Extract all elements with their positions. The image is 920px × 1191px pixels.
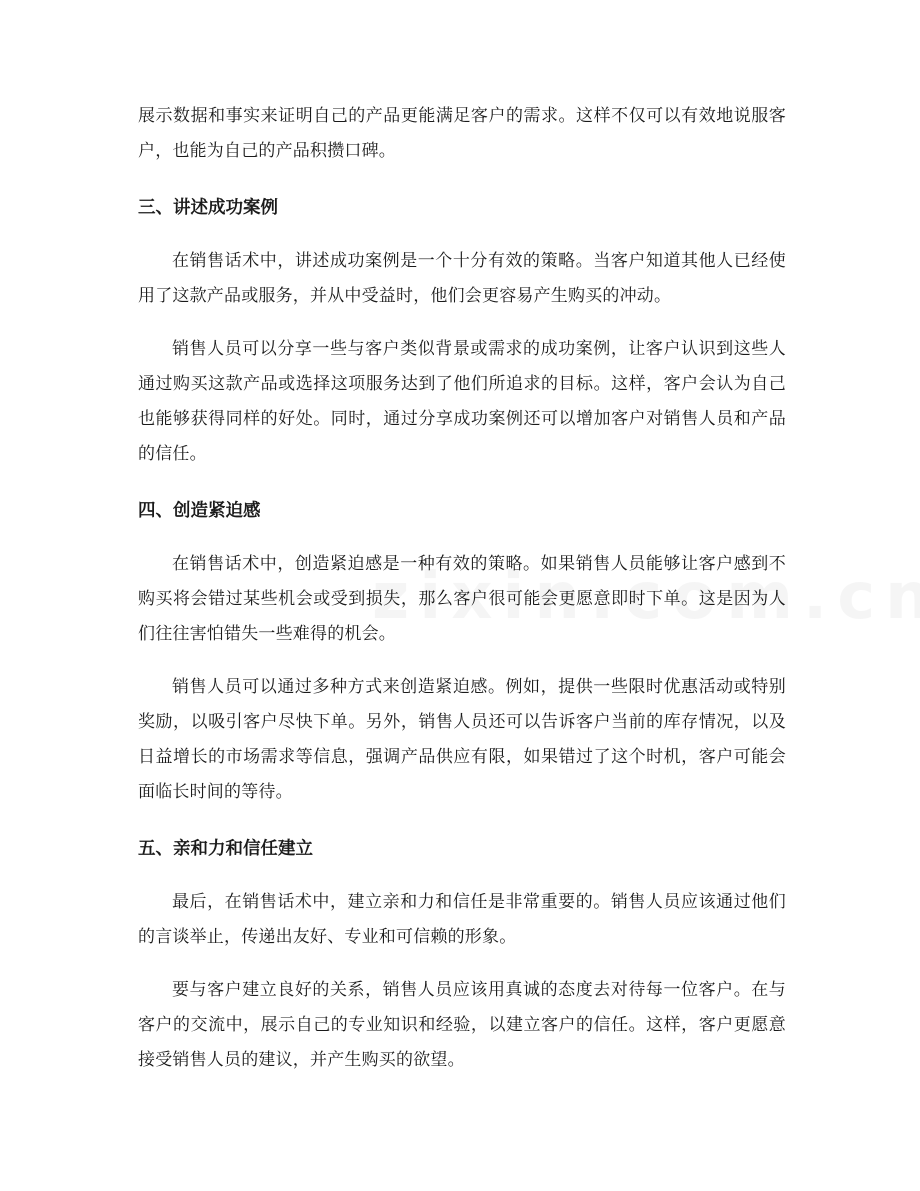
paragraph-4: 在销售话术中，创造紧迫感是一种有效的策略。如果销售人员能够让客户感到不购买将会错过某些机会或受到损失，那么客户很可能会更愿意即时下单。这是因为人们往往害怕错失一些难得的机会。 bbox=[138, 554, 786, 644]
paragraph-6: 最后，在销售话术中，建立亲和力和信任是非常重要的。销售人员应该通过他们的言谈举止，传递出友好、专业和可信赖的形象。 bbox=[138, 892, 786, 947]
section-heading-3: 三、讲述成功案例 bbox=[138, 198, 278, 218]
section-heading-5: 五、亲和力和信任建立 bbox=[138, 839, 313, 859]
paragraph-1: 展示数据和事实来证明自己的产品更能满足客户的需求。这样不仅可以有效地说服客户，也能为自己的产品积攒口碑。 bbox=[138, 106, 786, 161]
paragraph-5: 销售人员可以通过多种方式来创造紧迫感。例如，提供一些限时优惠活动或特别奖励，以吸引客户尽快下单。另外，销售人员还可以告诉客户当前的库存情况，以及日益增长的市场需求等信息，强调产品供应有限，如果错过了这个时机，客户可能会面临长时间的等待。 bbox=[138, 677, 786, 802]
document-page bbox=[138, 99, 786, 1078]
paragraph-7: 要与客户建立良好的关系，销售人员应该用真诚的态度去对待每一位客户。在与客户的交流中，展示自己的专业知识和经验，以建立客户的信任。这样，客户更愿意接受销售人员的建议，并产生购买的欲望。 bbox=[138, 980, 786, 1070]
paragraph-2: 在销售话术中，讲述成功案例是一个十分有效的策略。当客户知道其他人已经使用了这款产品或服务，并从中受益时，他们会更容易产生购买的冲动。 bbox=[138, 251, 786, 306]
section-heading-4: 四、创造紧迫感 bbox=[138, 501, 261, 521]
paragraph-3: 销售人员可以分享一些与客户类似背景或需求的成功案例，让客户认识到这些人通过购买这款产品或选择这项服务达到了他们所追求的目标。这样，客户会认为自己也能够获得同样的好处。同时，通过分享成功案例还可以增加客户对销售人员和产品的信任。 bbox=[138, 339, 786, 464]
